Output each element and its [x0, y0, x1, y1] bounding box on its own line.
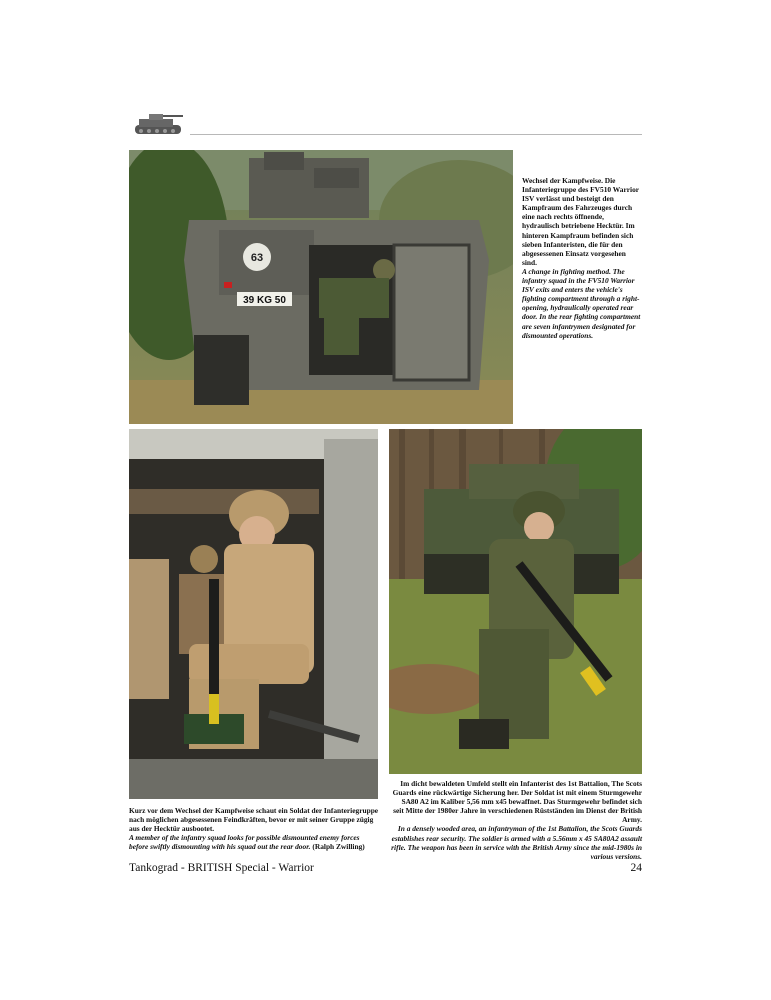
page-number: 24 [630, 862, 642, 874]
header-rule [190, 134, 642, 135]
caption-german: Im dicht bewaldeten Umfeld stellt ein Infanterist des 1st Battalion, The Scots Guards eine rückwärtige Sicherung her. Der Soldat ist mit einem Sturmgewehr SA80 A2 im Kaliber 5,56 mm x45 bewaffnet. Das Sturmgewehr befindet sich seit Mitte der 1980er Jahre in verschiedenen Rüstständen im Dienst der British Army. [392, 779, 642, 825]
caption-english: A member of the infantry squad looks for possible dismounted enemy forces before swiftly dismounting with his squad out the rear door. [129, 833, 360, 852]
tank-silhouette-icon [131, 109, 185, 139]
caption-german: Wechsel der Kampfweise. Die Infanteriegruppe des FV510 Warrior ISV verlässt und besteigt den Kampfraum des Fahrzeuges durch eine nach rechts öffnende, hydraulisch betriebene Hecktür. Im hinteren Kampfraum befinden sich sieben Infanteristen, die für den abgesessenen Einsatz vorgesehen sind. [522, 176, 639, 267]
top-photo-caption [522, 176, 642, 340]
warrior-rear-door-photo [129, 150, 513, 424]
kneeling-infantryman-photo [389, 429, 642, 774]
bottom-right-caption [389, 779, 642, 861]
photo-credit: (Ralph Zwilling) [312, 842, 365, 852]
caption-english: A change in fighting method. The infantry squad in the FV510 Warrior ISV exits and enters the vehicle's fighting compartment through a right-opening, hydraulically operated rear door. In the rear fighting compartment are seven infantrymen designated for dismounted operations. [522, 266, 641, 340]
bottom-left-caption [129, 806, 379, 851]
number-plate: 39 KG 50 [243, 295, 286, 306]
caption-english: In a densely wooded area, an infantryman of the 1st Battalion, the Scots Guards establishes rear security. The soldier is armed with a 5.56mm x 45 SA80A2 assault rifle. The weapon has been in service with the British Army since the mid-1980s in various versions. [391, 824, 642, 861]
soldier-in-door-photo [129, 429, 378, 799]
footer-title: Tankograd - BRITISH Special - Warrior [129, 862, 314, 874]
hull-number: 63 [250, 252, 264, 264]
caption-german: Kurz vor dem Wechsel der Kampfweise schaut ein Soldat der Infanteriegruppe nach möglichen abgesessenen Feindkräften, bevor er mit seiner Gruppe zügig aus der Hecktür ausbootet. [129, 806, 379, 834]
